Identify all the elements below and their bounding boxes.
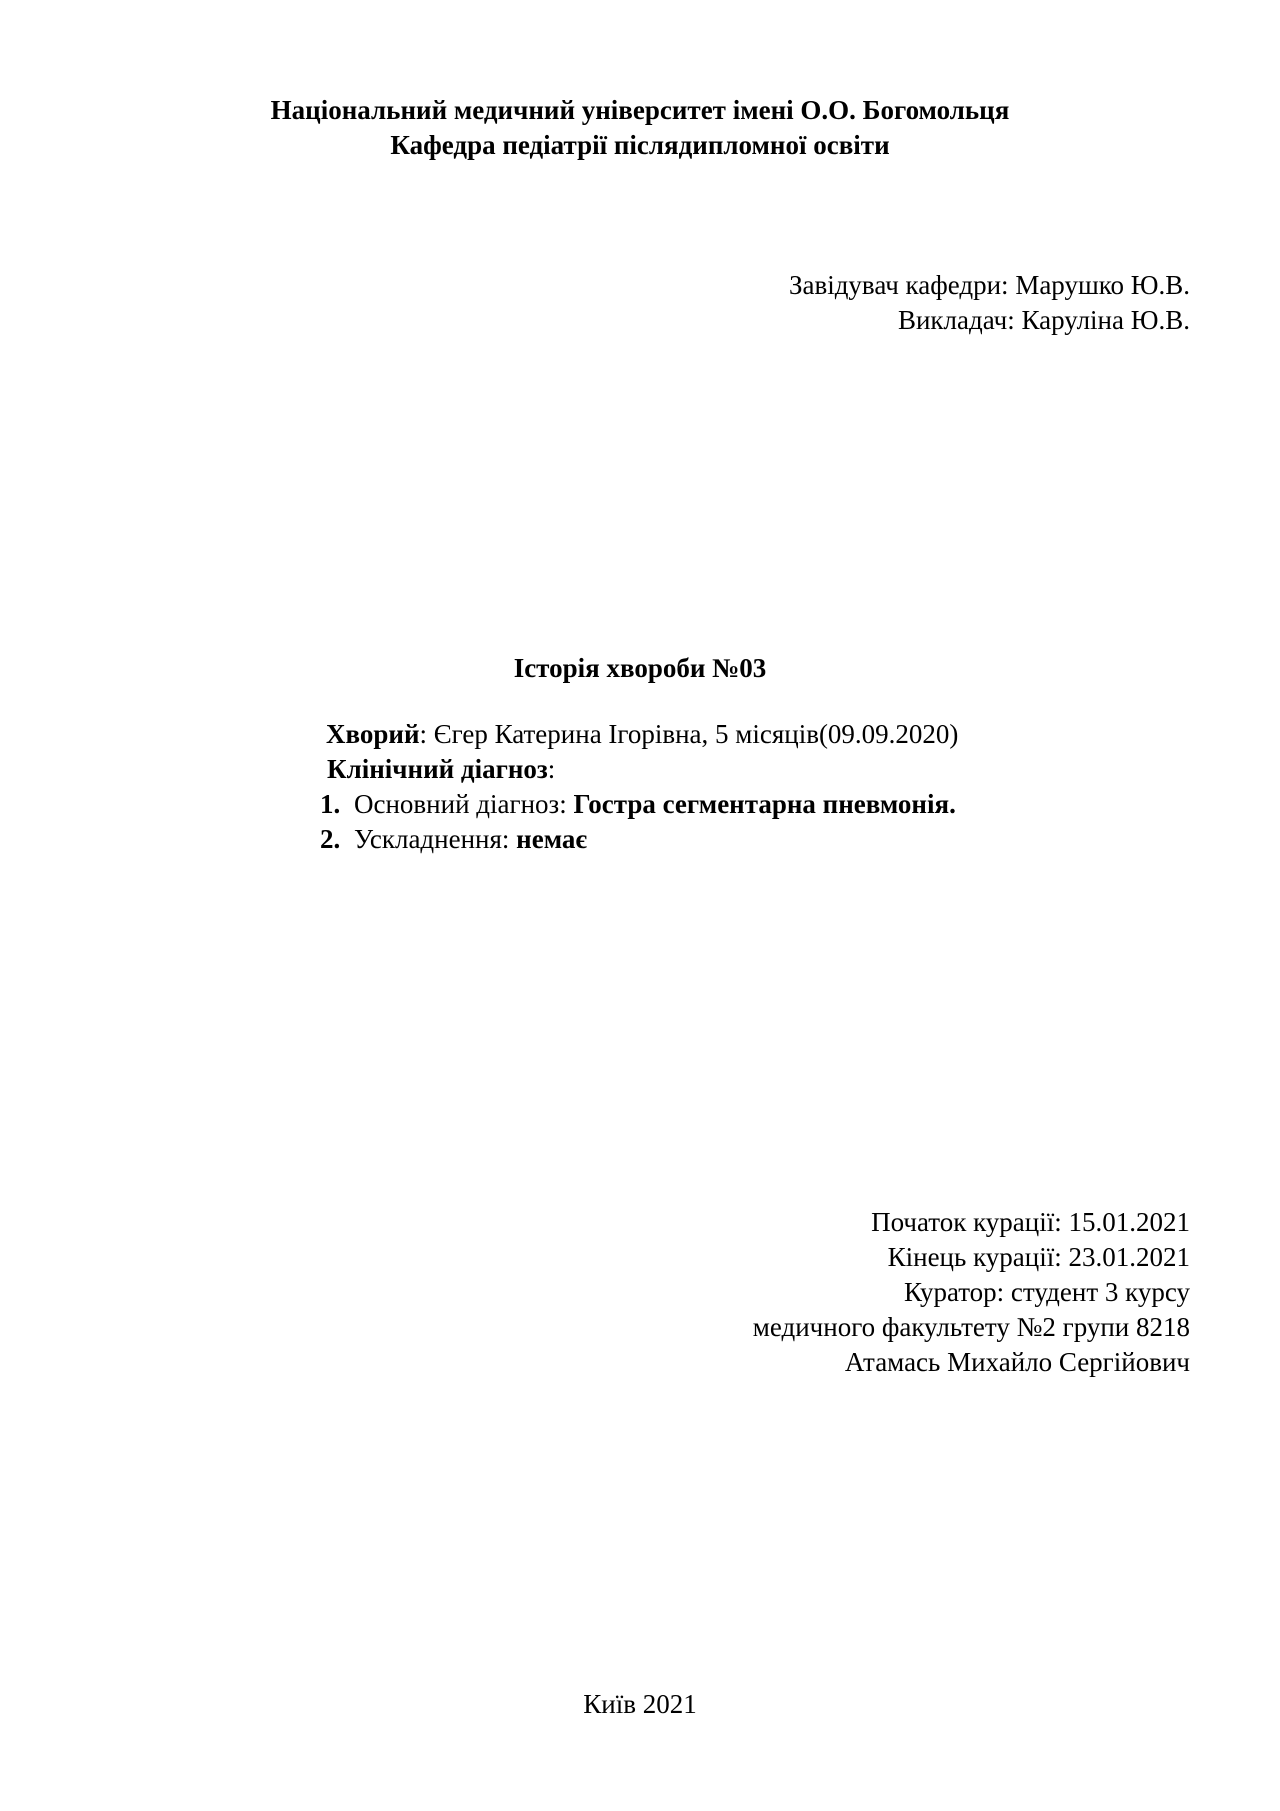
list-item-label: Основний діагноз:: [354, 789, 574, 819]
list-item-value: немає: [516, 824, 588, 854]
patient-value: Єгер Катерина Ігорівна, 5 місяців(09.09.2020): [433, 719, 959, 749]
curation-block: [753, 1205, 1190, 1380]
list-item: [320, 787, 958, 822]
list-item-label: Ускладнення:: [354, 824, 517, 854]
department-name: Кафедра педіатрії післядипломної освіти: [390, 130, 890, 160]
patient-separator: :: [419, 719, 434, 749]
list-item-number: 1.: [320, 789, 341, 819]
diagnosis-list: [320, 787, 958, 857]
curation-start: Початок курації: 15.01.2021: [871, 1207, 1190, 1237]
list-item-value: Гостра сегментарна пневмонія.: [573, 789, 956, 819]
clinical-diagnosis-suffix: :: [547, 754, 556, 784]
document-title: Історія хвороби №03: [513, 653, 767, 683]
patient-block: [320, 717, 959, 857]
curator: Куратор: студент 3 курсу: [903, 1277, 1190, 1307]
patient-label: Хворий: [326, 719, 420, 749]
city-year: Київ 2021: [583, 1689, 697, 1719]
university-name: Національний медичний університет імені О.О. Богомольця: [270, 95, 1010, 125]
curator-name: Атамась Михайло Сергійович: [844, 1347, 1190, 1377]
teacher: Викладач: Каруліна Ю.В.: [897, 305, 1190, 335]
list-item-number: 2.: [320, 824, 341, 854]
patient-line: [326, 717, 958, 752]
list-item: [320, 822, 958, 857]
document-header: [0, 93, 1280, 163]
clinical-diagnosis-label: Клінічний діагноз: [327, 754, 548, 784]
clinical-diagnosis-line: [326, 752, 958, 787]
head-of-department: Завідувач кафедри: Марушко Ю.В.: [788, 270, 1190, 300]
curator-faculty: медичного факультету №2 групи 8218: [752, 1312, 1190, 1342]
curation-end: Кінець курації: 23.01.2021: [887, 1242, 1190, 1272]
staff-block: [789, 268, 1190, 338]
